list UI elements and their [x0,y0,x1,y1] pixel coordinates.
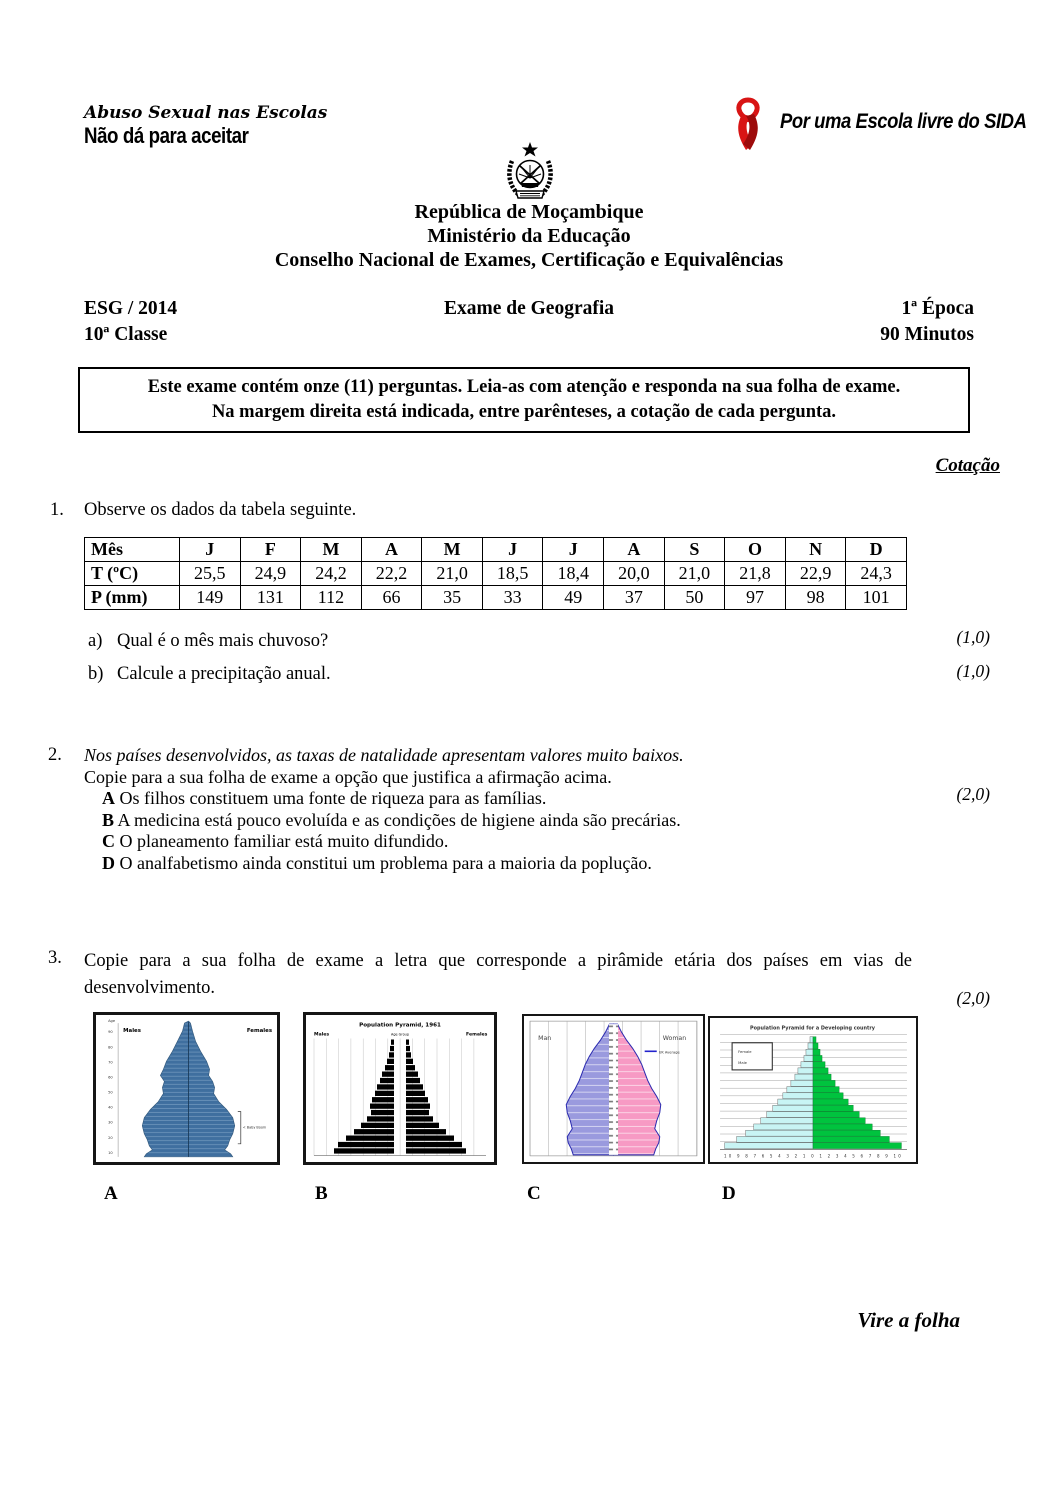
q2-option-C [102,831,934,853]
table-header-cell: D [846,538,907,562]
pyramid-b-bar-right [406,1104,430,1109]
q1b-score: (1,0) [956,661,990,681]
table-cell: 101 [846,586,907,610]
notice-box [78,367,970,433]
pyramid-a-tick: 80 [108,1045,113,1050]
q1-text: Observe os dados da tabela seguinte. [84,500,357,520]
q2-option-text: O analfabetismo ainda constitui um problema para a maioria da poplução. [115,852,652,873]
exam-title: Exame de Geografia [443,298,615,319]
pyramid-d-bar-right [813,1136,889,1142]
turn-page-note: Vire a folha [857,1308,960,1332]
pyramid-d-bar-right [813,1074,831,1080]
climate-table-body [85,538,907,610]
pyramid-d-bar-right [813,1093,843,1099]
pyramid-b-bar-right [406,1142,462,1147]
table-row [85,538,907,562]
pyramid-b-bar-left [382,1072,394,1077]
pyramid-a-females-label: Females [246,1028,273,1035]
table-header-cell: S [664,538,725,562]
table-cell: 98 [785,586,846,610]
pyramid-d-bar-left [778,1099,813,1105]
table-cell: 21,0 [664,562,725,586]
table-cell: 33 [482,586,543,610]
pyramid-b-bar-left [372,1097,394,1102]
pyramid-b-bar-right [406,1110,429,1115]
pyramid-d-bar-right [813,1062,825,1068]
pyramid-d-bar-left [806,1049,813,1055]
campaign-bold-line: Não dá para aceitar [84,123,249,148]
pyramid-d-bar-right [813,1130,880,1136]
pyramid-b-bar-right [406,1084,423,1089]
pyramid-image-a [93,1012,280,1165]
table-header-cell: J [482,538,543,562]
q2-option-text: A medicina está pouco evoluída e as condições de higiene ainda são precárias. [114,809,681,830]
q2-intro2: Copie para a sua folha de exame a opção que justifica a afirmação acima. [84,766,612,787]
q2-option-letter: D [102,852,115,873]
pyramid-c-left-shape [566,1024,613,1155]
table-cell: 149 [180,586,241,610]
pyramid-b-bar-left [385,1065,394,1070]
pyramid-d-legend-female: Female [738,1049,752,1054]
pyramid-b-bar-right [406,1040,409,1045]
exam-grade: 10ª Classe [84,324,168,345]
pyramid-d-bar-left [801,1062,813,1068]
pyramid-b-bar-left [387,1059,394,1064]
q2-option-letter: B [102,809,115,830]
pyramid-d-bar-left [808,1043,813,1049]
heading-ministry: Ministério da Educação [427,225,631,247]
table-cell: 35 [422,586,483,610]
pyramid-b-bar-right [406,1091,425,1096]
pyramid-d-bar-right [813,1099,848,1105]
q1b-text: Calcule a precipitação anual. [117,664,331,684]
pyramid-label-b: B [315,1183,328,1204]
table-header-cell: F [240,538,301,562]
pyramid-b-females-label: Females [466,1032,488,1038]
pyramid-a-axis-ticks [108,1030,113,1155]
q1a-label: a) [88,631,103,651]
aids-ribbon-icon [722,96,774,156]
pyramid-b-bar-right [406,1072,418,1077]
pyramid-label-c: C [527,1183,541,1204]
pyramid-d-bar-right [813,1055,822,1061]
pyramid-label-d: D [722,1183,736,1204]
pyramid-d-bar-left [737,1136,813,1142]
pyramid-b-title: Population Pyramid, 1961 [359,1022,441,1029]
pyramid-d-bar-right [813,1124,872,1130]
table-cell: P (mm) [85,586,180,610]
pyramid-b-bar-right [406,1078,420,1083]
pyramid-d-bar-left [754,1124,813,1130]
pyramid-b-bar-right [406,1148,466,1153]
pyramid-d-title: Population Pyramid for a Developing country [750,1025,875,1032]
pyramid-d-bar-right [813,1037,816,1043]
table-cell: 97 [725,586,786,610]
pyramid-label-a: A [104,1183,118,1204]
pyramid-d-x-axis-labels: 10 9 8 7 6 5 4 3 2 1 0 1 2 3 4 5 6 7 8 9 10 [723,1153,904,1159]
pyramid-d-bar-left [795,1074,813,1080]
heading-country: República de Moçambique [414,201,644,223]
pyramid-a-tick: 50 [108,1090,113,1095]
table-cell: 22,9 [785,562,846,586]
q2-block [84,745,934,874]
pyramid-b-bar-right [406,1123,439,1128]
pyramid-c-legend: UK Average [658,1050,680,1055]
pyramid-image-b [303,1012,497,1165]
table-cell: 49 [543,586,604,610]
table-header-cell: M [301,538,362,562]
exam-epoch: 1ª Época [901,298,974,319]
pyramid-d-bar-right [813,1080,835,1086]
pyramid-a-tick: 40 [108,1105,113,1110]
q2-option-text: O planeamento familiar está muito difundido. [115,831,449,851]
table-cell: 112 [301,586,362,610]
pyramid-c-women-label: Woman [662,1035,687,1043]
q2-option-D [102,853,934,875]
pyramid-d-bar-right [813,1068,828,1074]
table-cell: 18,5 [482,562,543,586]
q3-score: (2,0) [956,988,990,1008]
pyramid-b-bar-left [371,1110,394,1115]
q1b-label: b) [88,664,104,684]
table-cell: 50 [664,586,725,610]
pyramid-a-age-label: Age [108,1019,116,1024]
q2-options [84,788,934,874]
pyramid-d-legend-box [732,1043,772,1070]
q1a-score: (1,0) [956,627,990,647]
pyramid-d-bar-right [813,1112,859,1118]
campaign-right-block [722,96,1058,156]
pyramid-b-bar-left [338,1142,394,1147]
pyramid-d-bar-right [813,1105,853,1111]
table-cell: 37 [604,586,665,610]
table-cell: 18,4 [543,562,604,586]
pyramid-image-c [522,1014,705,1164]
pyramid-b-bar-left [375,1091,394,1096]
pyramid-d-bar-left [767,1112,813,1118]
table-header-cell: A [604,538,665,562]
pyramid-a-tick: 30 [108,1120,113,1125]
pyramid-a-tick: 60 [108,1075,113,1080]
table-cell: 24,3 [846,562,907,586]
pyramid-d-bar-left [791,1080,813,1086]
pyramid-a-tick: 20 [108,1135,113,1140]
table-cell: 66 [361,586,422,610]
pyramid-image-d [708,1016,918,1164]
mozambique-emblem [501,141,559,203]
pyramid-c-age-column [609,1024,618,1155]
pyramid-d-bar-left [746,1130,813,1136]
pyramid-b-bar-right [406,1046,410,1051]
cotacao-heading: Cotação [935,455,1000,476]
exam-duration: 90 Minutos [880,324,974,345]
table-cell: 25,5 [180,562,241,586]
pyramid-d-bar-right [813,1087,839,1093]
q3-number: 3. [48,948,62,968]
pyramid-d-bar-left [798,1068,813,1074]
q1a-text: Qual é o mês mais chuvoso? [117,631,329,651]
campaign-script-line: Abuso Sexual nas Escolas [84,103,328,123]
pyramid-d-bar-right [813,1049,820,1055]
pyramid-d-chart [710,1018,916,1162]
table-header-cell: N [785,538,846,562]
pyramid-a-tick: 10 [108,1150,113,1155]
pyramid-a-annotation: < Baby Boom [242,1125,267,1130]
pyramid-b-bar-left [334,1148,394,1153]
table-cell: 24,2 [301,562,362,586]
table-header-cell: Mês [85,538,180,562]
pyramid-d-bar-left [810,1037,813,1043]
pyramid-b-bar-left [389,1052,394,1057]
q2-option-A [102,788,934,810]
pyramid-d-bar-left [725,1143,813,1149]
heading-council: Conselho Nacional de Exames, Certificação e Equivalências [274,249,784,271]
pyramid-b-bar-right [406,1116,433,1121]
q2-number: 2. [48,745,62,765]
pyramid-a-tick: 70 [108,1060,113,1065]
q3-text: Copie para a sua folha de exame a letra que corresponde a pirâmide etária dos países em vias de desenvolvimento. [84,951,912,998]
pyramid-b-chart [306,1015,494,1162]
pyramid-d-bar-left [804,1055,813,1061]
pyramid-b-bar-left [367,1116,394,1121]
pyramid-d-bar-left [783,1093,813,1099]
notice-line2: Na margem direita está indicada, entre parênteses, a cotação de cada pergunta. [211,402,837,422]
pyramid-b-bar-left [346,1136,394,1141]
pyramid-b-bar-right [406,1136,454,1141]
pyramid-b-bar-right [406,1052,411,1057]
q2-intro-italic: Nos países desenvolvidos, as taxas de natalidade apresentam valores muito baixos. [84,745,684,765]
table-header-cell: M [422,538,483,562]
pyramid-d-bar-left [787,1087,813,1093]
pyramid-b-males-label: Males [314,1032,330,1038]
table-header-cell: J [543,538,604,562]
pyramid-b-bar-left [354,1129,394,1134]
pyramid-b-bar-right [406,1129,446,1134]
table-header-cell: A [361,538,422,562]
pyramid-b-bar-left [377,1084,394,1089]
pyramid-b-bar-left [391,1040,394,1045]
q2-score: (2,0) [956,784,990,804]
exam-code: ESG / 2014 [84,298,178,319]
exam-epoch-duration [800,296,974,348]
pyramid-d-bar-left [773,1105,813,1111]
table-row [85,562,907,586]
campaign-slogan: Por uma Escola livre do SIDA [780,110,1027,133]
q2-option-text: Os filhos constituem uma fonte de riqueza para as famílias. [115,788,547,808]
q2-option-letter: A [102,788,115,808]
climate-table [84,537,907,610]
q1-number: 1. [50,500,64,520]
campaign-left-block [84,103,327,149]
table-cell: 22,2 [361,562,422,586]
q2-option-letter: C [102,831,115,851]
pyramid-b-bar-left [390,1046,394,1051]
pyramid-b-bar-right [406,1065,415,1070]
pyramid-b-bar-left [380,1078,394,1083]
pyramid-a-chart [96,1015,277,1162]
pyramid-d-legend-male: Male [738,1060,747,1065]
pyramid-b-center-label: Age Group [391,1032,409,1037]
pyramid-b-bar-right [406,1097,428,1102]
pyramid-d-bar-left [761,1118,813,1124]
pyramid-d-bar-right [813,1118,865,1124]
table-cell: 21,0 [422,562,483,586]
notice-line1: Este exame contém onze (11) perguntas. Leia-as com atenção e responda na sua folha de exame. [147,377,901,397]
pyramid-d-bar-right [813,1143,901,1149]
table-row [85,586,907,610]
pyramid-c-chart [524,1016,703,1162]
pyramid-a-tick: 90 [108,1030,113,1035]
table-cell: 24,9 [240,562,301,586]
pyramid-b-bar-right [406,1059,413,1064]
pyramid-b-bar-left [361,1123,394,1128]
table-header-cell: O [725,538,786,562]
table-cell: 20,0 [604,562,665,586]
pyramid-a-males-label: Males [123,1028,141,1035]
pyramid-c-men-label: Man [538,1035,552,1043]
pyramid-d-bar-right [813,1043,818,1049]
table-header-cell: J [180,538,241,562]
table-cell: 21,8 [725,562,786,586]
q2-option-B [102,810,934,832]
pyramid-c-right-shape [614,1024,661,1155]
table-cell: T (ºC) [85,562,180,586]
pyramid-b-bar-left [370,1104,394,1109]
table-cell: 131 [240,586,301,610]
